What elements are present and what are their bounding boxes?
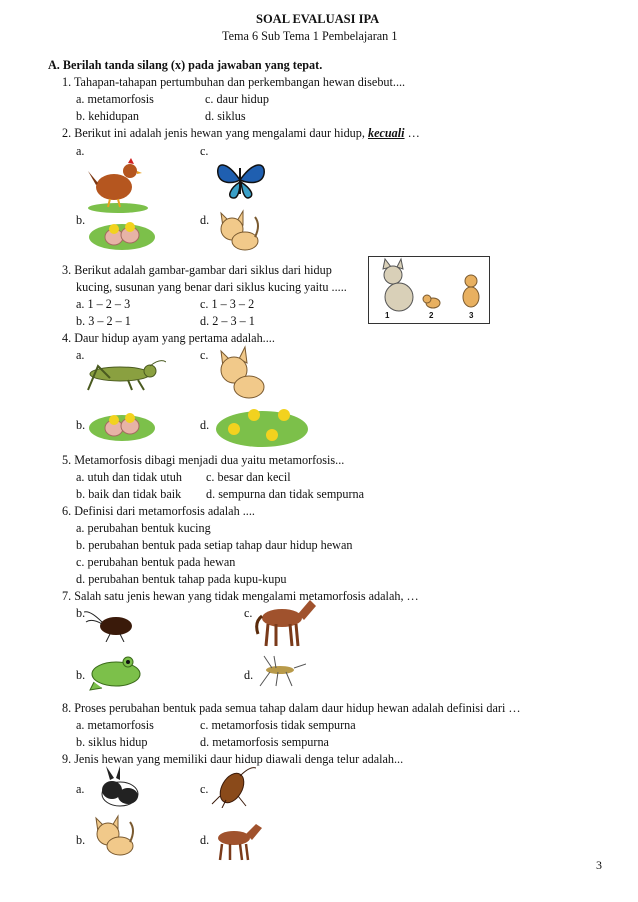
q1-option-a[interactable]: a. metamorfosis: [76, 92, 154, 106]
q2-ellipsis: …: [404, 126, 420, 140]
q2-text: 2. Berikut ini adalah jenis hewan yang mengalami daur hidup,: [62, 126, 368, 140]
horse-image-2: [210, 822, 264, 862]
cockroach-image: [84, 604, 140, 642]
question-9: 9. Jenis hewan yang memiliki daur hidup diawali denga telur adalah...: [62, 752, 404, 766]
q9-option-d[interactable]: d.: [200, 833, 210, 847]
cockroach-image-2: [210, 766, 256, 808]
q2-option-d[interactable]: d.: [200, 213, 210, 227]
q6-option-b[interactable]: b. perubahan bentuk pada setiap tahap daur hidup hewan: [76, 538, 353, 552]
q3-option-a[interactable]: a. 1 – 2 – 3: [76, 297, 131, 311]
question-6: 6. Definisi dari metamorfosis adalah ....: [62, 504, 255, 518]
grasshopper-image: [80, 358, 166, 394]
kitten-image-2: [215, 345, 267, 403]
kitten-image-3: [92, 812, 136, 860]
hatching-chicks-image-2: [88, 406, 156, 442]
question-7: 7. Salah satu jenis hewan yang tidak mengalami metamorfosis adalah, …: [62, 589, 419, 603]
hatching-chicks-image: [88, 215, 156, 251]
q2-option-b[interactable]: b.: [76, 213, 86, 227]
q1-option-c[interactable]: c. daur hidup: [205, 92, 269, 106]
q6-option-d[interactable]: d. perubahan bentuk tahap pada kupu-kupu: [76, 572, 287, 586]
q7-option-c[interactable]: c.: [244, 606, 253, 620]
q7-option-b[interactable]: b.: [76, 668, 86, 682]
q5-option-c[interactable]: c. besar dan kecil: [206, 470, 291, 484]
cat-fig-label-1: 1: [385, 311, 390, 320]
q4-option-b[interactable]: b.: [76, 418, 86, 432]
q9-option-b[interactable]: b.: [76, 833, 86, 847]
q3-option-c[interactable]: c. 1 – 3 – 2: [200, 297, 255, 311]
question-4: 4. Daur hidup ayam yang pertama adalah....: [62, 331, 275, 345]
section-heading: A. Berilah tanda silang (x) pada jawaban yang tepat.: [48, 58, 323, 72]
q6-option-c[interactable]: c. perubahan bentuk pada hewan: [76, 555, 236, 569]
page-subtitle: Tema 6 Sub Tema 1 Pembelajaran 1: [222, 29, 398, 43]
q2-option-c[interactable]: c.: [200, 144, 209, 158]
q8-option-a[interactable]: a. metamorfosis: [76, 718, 154, 732]
q9-option-c[interactable]: c.: [200, 782, 209, 796]
mosquito-image: [256, 654, 306, 688]
horse-image: [252, 598, 318, 648]
question-8: 8. Proses perubahan bentuk pada semua tahap dalam daur hidup hewan adalah definisi dari …: [62, 701, 521, 715]
q4-option-c[interactable]: c.: [200, 348, 209, 362]
rabbit-image: [92, 766, 142, 808]
page-title: SOAL EVALUASI IPA: [256, 12, 380, 26]
question-3-line2: kucing, susunan yang benar dari siklus kucing yaitu .....: [76, 280, 347, 294]
q7-option-a[interactable]: b.: [76, 606, 86, 620]
q3-option-b[interactable]: b. 3 – 2 – 1: [76, 314, 131, 328]
q8-option-b[interactable]: b. siklus hidup: [76, 735, 148, 749]
q8-option-c[interactable]: c. metamorfosis tidak sempurna: [200, 718, 356, 732]
q5-option-b[interactable]: b. baik dan tidak baik: [76, 487, 182, 501]
question-1: 1. Tahapan-tahapan pertumbuhan dan perkembangan hewan disebut....: [62, 75, 406, 89]
question-5: 5. Metamorfosis dibagi menjadi dua yaitu metamorfosis...: [62, 453, 345, 467]
q3-option-d[interactable]: d. 2 – 3 – 1: [200, 314, 255, 328]
q2-emphasis: kecuali: [367, 126, 405, 140]
q8-option-d[interactable]: d. metamorfosis sempurna: [200, 735, 329, 749]
cat-fig-label-3: 3: [469, 311, 474, 320]
kitten-image: [215, 207, 261, 255]
hen-image: [86, 155, 150, 213]
question-2: [62, 126, 420, 140]
q5-option-d[interactable]: d. sempurna dan tidak sempurna: [206, 487, 365, 501]
question-3-line1: 3. Berikut adalah gambar-gambar dari siklus dari hidup: [62, 263, 332, 277]
q6-option-a[interactable]: a. perubahan bentuk kucing: [76, 521, 211, 535]
frog-image: [88, 652, 144, 692]
q5-option-a[interactable]: a. utuh dan tidak utuh: [76, 470, 182, 484]
q9-option-a[interactable]: a.: [76, 782, 85, 796]
chicks-image: [214, 403, 310, 449]
q4-option-a[interactable]: a.: [76, 348, 85, 362]
q4-option-d[interactable]: d.: [200, 418, 210, 432]
butterfly-image: [214, 158, 268, 202]
q7-option-d[interactable]: d.: [244, 668, 254, 682]
cat-cycle-figure: [368, 256, 490, 324]
cat-fig-label-2: 2: [429, 311, 434, 320]
q1-option-d[interactable]: d. siklus: [205, 109, 246, 123]
page-number: 3: [596, 858, 602, 872]
q1-option-b[interactable]: b. kehidupan: [76, 109, 139, 123]
q2-option-a[interactable]: a.: [76, 144, 85, 158]
